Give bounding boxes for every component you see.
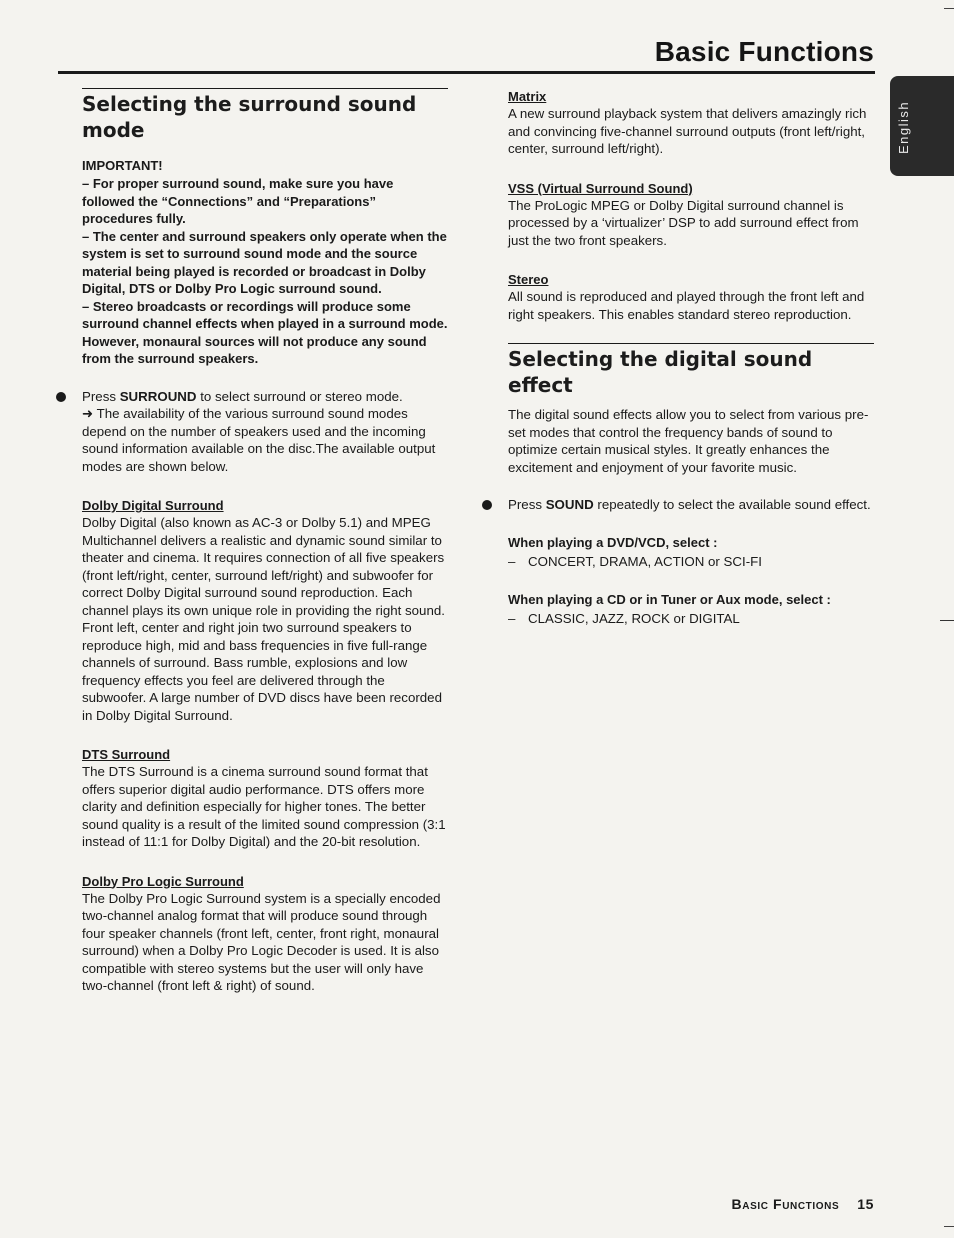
left-column [82, 88, 448, 995]
right-column [508, 88, 874, 628]
sound-instruction [508, 496, 874, 514]
surround-availability-note: ➜ The availability of the various surround sound modes depend on the number of speakers used and the incoming sound information available on the disc.The available output modes are shown below. [82, 406, 436, 474]
mode-matrix [508, 88, 874, 158]
mode-description: The Dolby Pro Logic Surround system is a specially encoded two-channel analog format that will produce sound through four speaker channels (front left, center, front right, monaural surround) when a Dolby Pro Logic Decoder is used. It is also compatible with stereo systems but the user will only have two-channel (front left & right) of sound. [82, 890, 441, 993]
mode-title: VSS (Virtual Surround Sound) [508, 180, 693, 196]
mode-title: Dolby Pro Logic Surround [82, 873, 244, 889]
digital-sound-heading: Selecting the digital sound effect [508, 347, 813, 397]
mode-dolby-digital [82, 497, 448, 724]
page-number: 15 [857, 1196, 874, 1212]
important-note: – For proper surround sound, make sure you have followed the “Connections” and “Preparations” procedures fully. [82, 176, 394, 226]
mode-stereo [508, 271, 874, 323]
sound-press-text: Press SOUND repeatedly to select the available sound effect. [508, 497, 871, 512]
mode-description: The ProLogic MPEG or Dolby Digital surround channel is processed by a ‘virtualizer’ DSP to add surround effect from just the two front speakers. [508, 197, 859, 248]
bullet-icon [482, 500, 492, 510]
digital-sound-intro: The digital sound effects allow you to select from various pre-set modes that control the frequency bands of sound to optimize certain musical styles. It greatly enhances the excitement and enjoyment of your favorite music. [508, 407, 869, 475]
title-rule [58, 71, 875, 74]
surround-key-label: SURROUND [119, 388, 197, 404]
important-title: IMPORTANT! [82, 158, 163, 173]
cd-tuner-aux-heading: When playing a CD or in Tuner or Aux mode, select : [508, 591, 831, 607]
mode-description: All sound is reproduced and played through the front left and right speakers. This enables standard stereo reproduction. [508, 289, 865, 322]
surround-instruction [82, 388, 448, 476]
page-footer [732, 1196, 874, 1212]
important-note: – The center and surround speakers only operate when the system is set to surround sound mode and the source material being played is recorded or broadcast in Dolby Digital, DTS or Dolby Pro Logic surround sound. [82, 228, 447, 296]
crop-mark [944, 8, 954, 9]
section-rule [508, 343, 874, 344]
important-notes [82, 157, 448, 368]
surround-section-heading: Selecting the surround sound mode [82, 92, 417, 142]
important-note: – Stereo broadcasts or recordings will produce some surround channel effects when played in a surround mode. However, monaural sources will not produce any sound from the surround speakers. [82, 298, 448, 366]
page-title: Basic Functions [654, 36, 874, 67]
mode-pro-logic [82, 873, 448, 995]
crop-mark [940, 620, 954, 621]
mode-title: DTS Surround [82, 747, 171, 762]
digital-sound-section [508, 343, 874, 628]
language-tab [890, 76, 954, 176]
mode-description: A new surround playback system that delivers amazingly rich and convincing five-channel surround outputs (front left/right, center, surround left/right). [508, 106, 867, 156]
language-tab-label: English [896, 100, 911, 154]
footer-section-name: Basic Functions [731, 1196, 840, 1212]
section-rule [82, 88, 448, 89]
sound-key-label: SOUND [545, 497, 594, 512]
mode-dts [82, 746, 448, 851]
mode-description: Dolby Digital (also known as AC-3 or Dolby 5.1) and MPEG Multichannel delivers a realistic and dynamic sound similar to theater and cinema. It requires connection of all five speakers (front left/right, center, surround left/right) and subwoofer for correct Dolby Digital surround sound reproduction. Each channel plays its own unique role in providing the right sound. Front left, center and right join two surround speakers to reproduce high, mid and bass frequencies in five full-range channels of surround. Bass rumble, explosions and low frequency effects you feel are delivered through the subwoofer. A large number of DVD discs have been recorded in Dolby Digital Surround. [82, 515, 445, 723]
mode-title: Stereo [508, 272, 549, 287]
bullet-icon [56, 392, 66, 402]
dvd-vcd-heading: When playing a DVD/VCD, select : [508, 534, 718, 550]
surround-press-text: Press SURROUND to select surround or stereo mode. [82, 388, 403, 404]
mode-vss [508, 180, 874, 250]
dvd-vcd-options: – CONCERT, DRAMA, ACTION or SCI-FI [508, 554, 762, 569]
mode-title: Dolby Digital Surround [82, 498, 224, 513]
cd-tuner-aux-options: – CLASSIC, JAZZ, ROCK or DIGITAL [508, 611, 740, 626]
mode-title: Matrix [508, 89, 547, 104]
crop-mark [944, 1226, 954, 1227]
mode-description: The DTS Surround is a cinema surround sound format that offers superior digital audio performance. DTS offers more clarity and definition especially for higher tones. The better sound quality is a result of the limited sound compression (3:1 instead of 11:1 for Dolby Digital) and the 20-bit resolution. [82, 764, 446, 849]
